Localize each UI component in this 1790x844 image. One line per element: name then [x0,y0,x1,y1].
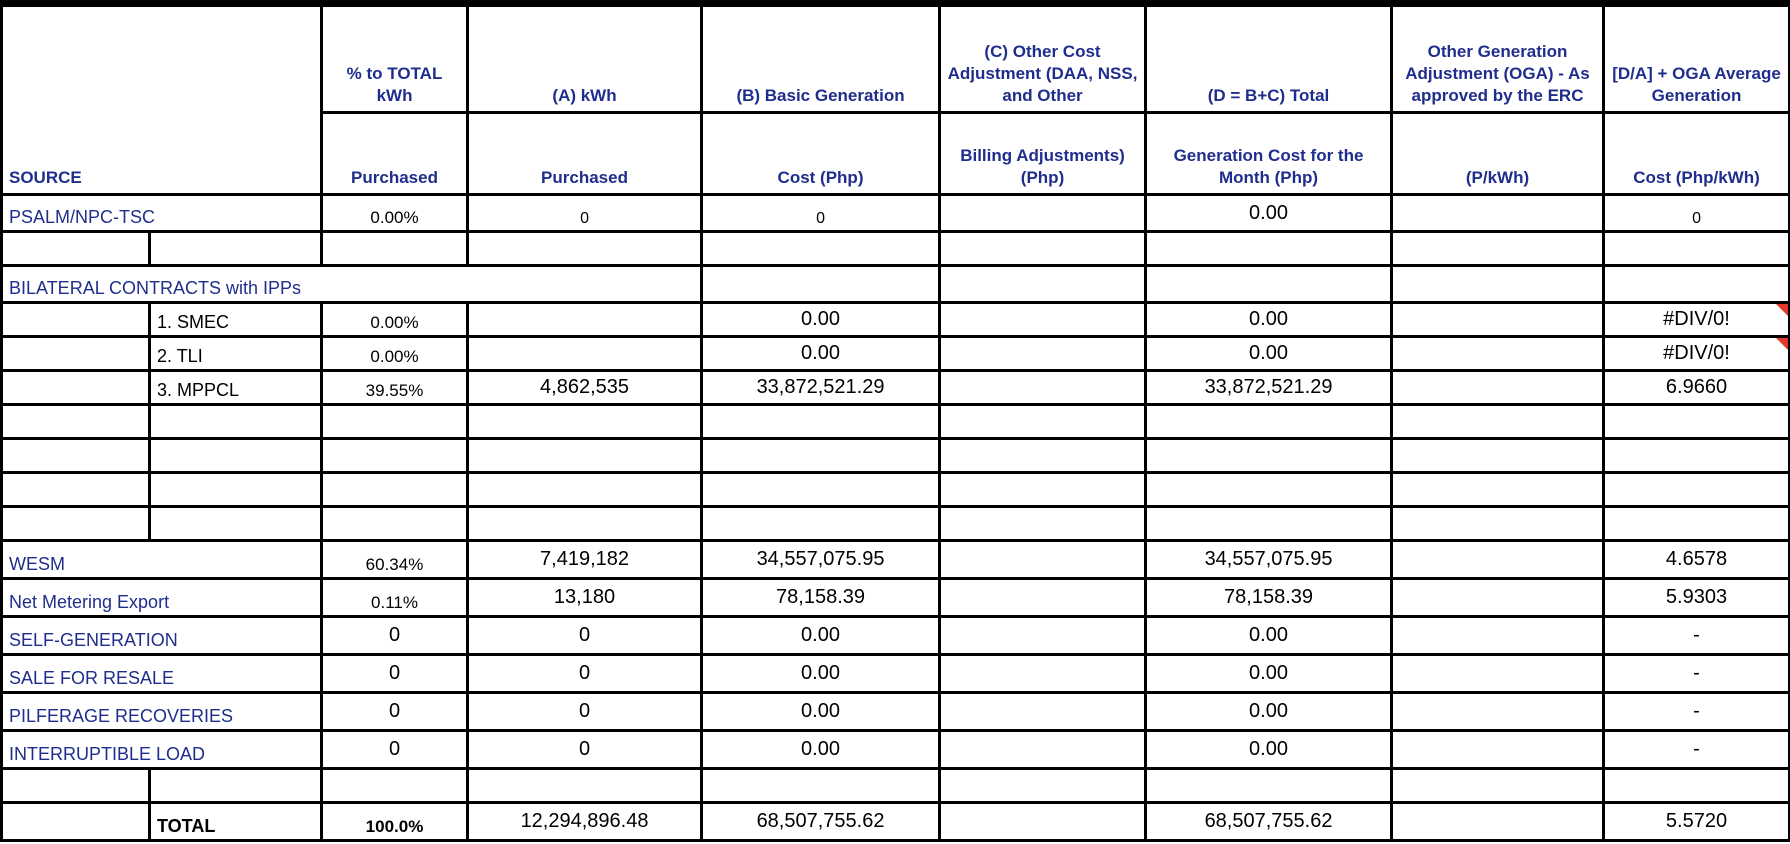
cell-basic: 0 [702,195,940,232]
header-pct-top: % to TOTAL kWh [322,6,468,113]
row-label-sale-for-resale: SALE FOR RESALE [2,655,322,693]
empty-cell [2,303,150,337]
empty-cell [1146,507,1392,541]
cell-avg: 5.5720 [1604,803,1790,841]
cell-other-cost [940,541,1146,579]
empty-cell [702,473,940,507]
empty-cell [1392,473,1604,507]
header-total-top: (D = B+C) Total [1146,6,1392,113]
table-row [2,439,1790,473]
empty-cell [2,769,150,803]
cell-total: 0.00 [1146,617,1392,655]
table-row [2,541,1790,579]
empty-cell [940,507,1146,541]
header-avg-bottom: Cost (Php/kWh) [1604,113,1790,195]
cell-basic: 0.00 [702,617,940,655]
empty-cell [1392,405,1604,439]
empty-cell [940,769,1146,803]
empty-cell [1604,232,1790,266]
empty-cell [2,405,150,439]
cell-avg-value: #DIV/0! [1663,342,1730,364]
empty-cell [1146,232,1392,266]
row-label-pilferage: PILFERAGE RECOVERIES [2,693,322,731]
cell-pct: 0 [322,655,468,693]
cell-kwh: 13,180 [468,579,702,617]
cell-avg: - [1604,617,1790,655]
cell-pct: 0 [322,693,468,731]
table-row [2,266,1790,303]
cell-other-cost [940,731,1146,769]
row-label-tli: 2. TLI [150,337,322,371]
cell-oga [1392,655,1604,693]
cell-other-cost [940,371,1146,405]
cell-total: 33,872,521.29 [1146,371,1392,405]
cell-oga [1392,541,1604,579]
cell-total: 68,507,755.62 [1146,803,1392,841]
empty-cell [702,266,940,303]
empty-cell [2,232,150,266]
table-row [2,337,1790,371]
cell-total: 0.00 [1146,303,1392,337]
cell-pct: 0 [322,731,468,769]
header-basic-bottom: Cost (Php) [702,113,940,195]
empty-cell [1392,232,1604,266]
cell-other-cost [940,655,1146,693]
cell-basic: 0.00 [702,303,940,337]
generation-cost-table [0,4,1790,842]
empty-cell [150,473,322,507]
cell-total: 0.00 [1146,195,1392,232]
cell-kwh: 0 [468,693,702,731]
cell-kwh: 0 [468,655,702,693]
empty-cell [150,769,322,803]
empty-cell [1604,507,1790,541]
cell-kwh: 12,294,896.48 [468,803,702,841]
row-label-smec: 1. SMEC [150,303,322,337]
cell-oga [1392,195,1604,232]
cell-pct: 0.11% [322,579,468,617]
empty-cell [2,439,150,473]
empty-cell [1604,405,1790,439]
empty-cell [468,769,702,803]
cell-kwh: 0 [468,617,702,655]
cell-oga [1392,617,1604,655]
cell-oga [1392,731,1604,769]
empty-cell [468,439,702,473]
cell-pct: 100.0% [322,803,468,841]
empty-cell [322,232,468,266]
cell-pct: 0.00% [322,195,468,232]
empty-cell [2,803,150,841]
empty-cell [1392,507,1604,541]
row-label-total: TOTAL [150,803,322,841]
row-label-mppcl: 3. MPPCL [150,371,322,405]
cell-pct: 39.55% [322,371,468,405]
cell-oga [1392,371,1604,405]
cell-oga [1392,337,1604,371]
cell-avg: 4.6578 [1604,541,1790,579]
cell-kwh: 4,862,535 [468,371,702,405]
empty-cell [940,439,1146,473]
cell-pct: 0 [322,617,468,655]
row-label-self-generation: SELF-GENERATION [2,617,322,655]
table-row [2,405,1790,439]
cell-basic: 0.00 [702,731,940,769]
empty-cell [702,232,940,266]
row-label-psalm: PSALM/NPC-TSC [2,195,322,232]
table-row [2,473,1790,507]
empty-cell [322,507,468,541]
cell-other-cost [940,617,1146,655]
empty-cell [322,439,468,473]
empty-cell [468,232,702,266]
cell-basic: 0.00 [702,693,940,731]
empty-cell [2,473,150,507]
cell-avg [1604,303,1790,337]
cell-oga [1392,303,1604,337]
empty-cell [702,507,940,541]
cell-pct: 0.00% [322,303,468,337]
cell-kwh: 0 [468,731,702,769]
cell-total: 0.00 [1146,655,1392,693]
cell-other-cost [940,803,1146,841]
cell-basic: 68,507,755.62 [702,803,940,841]
row-label-wesm: WESM [2,541,322,579]
empty-cell [2,337,150,371]
empty-cell [940,405,1146,439]
cell-kwh [468,303,702,337]
header-kwh-bottom: Purchased [468,113,702,195]
empty-cell [1146,405,1392,439]
empty-cell [2,507,150,541]
table-row [2,769,1790,803]
cell-other-cost [940,579,1146,617]
cell-basic: 78,158.39 [702,579,940,617]
cell-basic: 0.00 [702,655,940,693]
header-oga-bottom: (P/kWh) [1392,113,1604,195]
empty-cell [468,473,702,507]
empty-cell [940,232,1146,266]
empty-cell [1604,473,1790,507]
empty-cell [150,439,322,473]
header-pct-bottom: Purchased [322,113,468,195]
cell-oga [1392,803,1604,841]
header-avg-top: [D/A] + OGA Average Generation [1604,6,1790,113]
empty-cell [1604,266,1790,303]
cell-pct: 60.34% [322,541,468,579]
header-source [2,6,322,195]
empty-cell [150,507,322,541]
row-label-bilateral: BILATERAL CONTRACTS with IPPs [2,266,702,303]
cell-total: 0.00 [1146,693,1392,731]
header-other-cost-bottom: Billing Adjustments) (Php) [940,113,1146,195]
header-basic-top: (B) Basic Generation [702,6,940,113]
header-source-label: SOURCE [9,168,82,187]
empty-cell [940,266,1146,303]
cell-avg: - [1604,731,1790,769]
header-kwh-top: (A) kWh [468,6,702,113]
cell-other-cost [940,195,1146,232]
header-total-bottom: Generation Cost for the Month (Php) [1146,113,1392,195]
cell-other-cost [940,303,1146,337]
empty-cell [702,769,940,803]
empty-cell [1604,769,1790,803]
cell-avg-value: #DIV/0! [1663,308,1730,330]
empty-cell [1392,439,1604,473]
empty-cell [940,473,1146,507]
empty-cell [1392,266,1604,303]
table-row-total [2,803,1790,841]
empty-cell [702,405,940,439]
cell-total: 34,557,075.95 [1146,541,1392,579]
cell-kwh: 7,419,182 [468,541,702,579]
cell-total: 0.00 [1146,731,1392,769]
row-label-interruptible: INTERRUPTIBLE LOAD [2,731,322,769]
table-row [2,232,1790,266]
empty-cell [2,371,150,405]
table-row [2,303,1790,337]
comment-marker-icon[interactable] [1776,338,1788,350]
empty-cell [1146,439,1392,473]
cell-avg: - [1604,655,1790,693]
cell-pct: 0.00% [322,337,468,371]
empty-cell [468,507,702,541]
cell-basic: 0.00 [702,337,940,371]
table-row [2,371,1790,405]
empty-cell [150,232,322,266]
cell-avg: 5.9303 [1604,579,1790,617]
empty-cell [322,405,468,439]
table-row [2,195,1790,232]
table-row [2,655,1790,693]
cell-other-cost [940,337,1146,371]
cell-avg: 6.9660 [1604,371,1790,405]
table-row [2,617,1790,655]
table-row [2,507,1790,541]
cell-kwh [468,337,702,371]
cell-total: 78,158.39 [1146,579,1392,617]
cell-basic: 34,557,075.95 [702,541,940,579]
cell-kwh: 0 [468,195,702,232]
empty-cell [1604,439,1790,473]
cell-oga [1392,579,1604,617]
header-oga-top: Other Generation Adjustment (OGA) - As approved by the ERC [1392,6,1604,113]
empty-cell [1392,769,1604,803]
cell-total: 0.00 [1146,337,1392,371]
empty-cell [702,439,940,473]
row-label-net-metering: Net Metering Export [2,579,322,617]
table-row [2,731,1790,769]
cell-basic: 33,872,521.29 [702,371,940,405]
empty-cell [1146,473,1392,507]
empty-cell [1146,266,1392,303]
empty-cell [322,473,468,507]
table-row [2,579,1790,617]
empty-cell [468,405,702,439]
header-other-cost-top: (C) Other Cost Adjustment (DAA, NSS, and Other [940,6,1146,113]
empty-cell [150,405,322,439]
table-row [2,693,1790,731]
cell-avg: 0 [1604,195,1790,232]
cell-oga [1392,693,1604,731]
comment-marker-icon[interactable] [1776,304,1788,316]
empty-cell [322,769,468,803]
cell-other-cost [940,693,1146,731]
cell-avg: - [1604,693,1790,731]
empty-cell [1146,769,1392,803]
cell-avg [1604,337,1790,371]
